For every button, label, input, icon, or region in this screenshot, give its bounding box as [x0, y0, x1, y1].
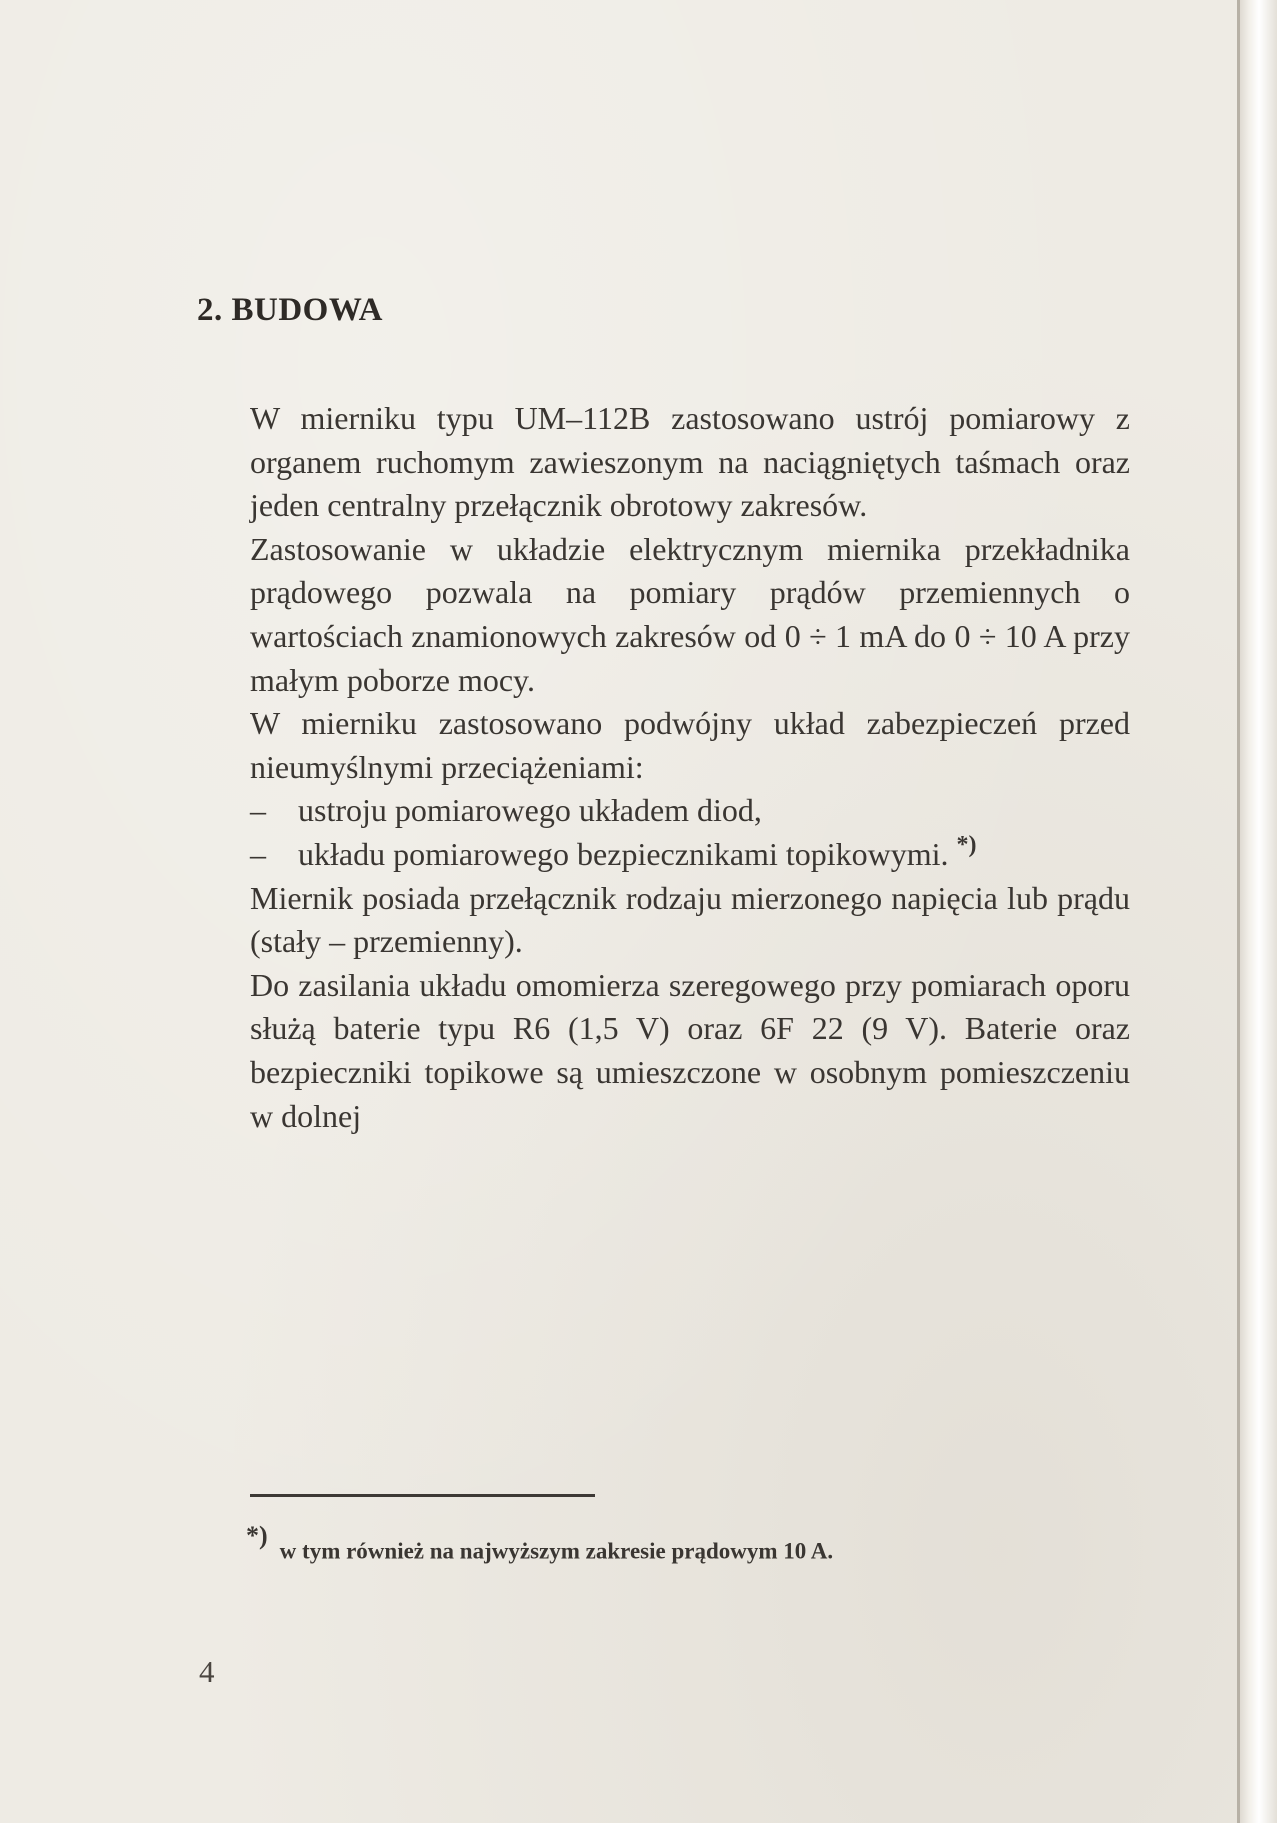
paragraph-protection: W mierniku zastosowano podwójny układ zabezpieczeń przed nieumyślnymi przeciążeniami: [250, 705, 1130, 785]
section-heading: 2. BUDOWA [197, 292, 384, 328]
list-item [250, 789, 1130, 833]
paragraph-current-transformer: Zastosowanie w układzie elektrycznym miernika przekładnika prądowego pozwala na pomiary prądów przemiennych o wartościach znamionowych zakresów od 0 ÷ 1 mA do 0 ÷ 10 A przy małym poborze mocy. [250, 530, 1130, 698]
body-text [250, 397, 1130, 1138]
paragraph-construction: W mierniku typu UM–112B zastosowano ustrój pomiarowy z organem ruchomym zawieszonym na naciągniętych taśmach oraz jeden centralny przełącznik obrotowy zakresów. [250, 400, 1130, 524]
list-item-text: układu pomiarowego bezpiecznikami topikowymi. [298, 835, 949, 872]
footnote-text: w tym również na najwyższym zakresie prądowym 10 A. [279, 1538, 834, 1564]
footnote [246, 1521, 1146, 1564]
list-item-text: ustroju pomiarowego układem diod, [298, 792, 762, 829]
footnote-marker: *) [246, 1521, 268, 1550]
footnote-reference: *) [956, 831, 977, 858]
list-dash: – [250, 792, 266, 829]
paragraph-batteries: Do zasilania układu omomierza szeregowego przy pomiarach oporu służą baterie typu R6 (1,5 V) oraz 6F 22 (9 V). Baterie oraz bezpieczniki topikowe są umieszczone w osobnym pomieszczeniu w dolnej [250, 966, 1130, 1134]
list-dash: – [250, 835, 266, 872]
footnote-divider [250, 1494, 595, 1497]
list-item [250, 833, 1130, 877]
facing-page-edge [1237, 0, 1277, 1823]
paragraph-switch: Miernik posiada przełącznik rodzaju mierzonego napięcia lub prądu (stały – przemienny). [250, 879, 1130, 960]
page-number: 4 [199, 1654, 215, 1689]
